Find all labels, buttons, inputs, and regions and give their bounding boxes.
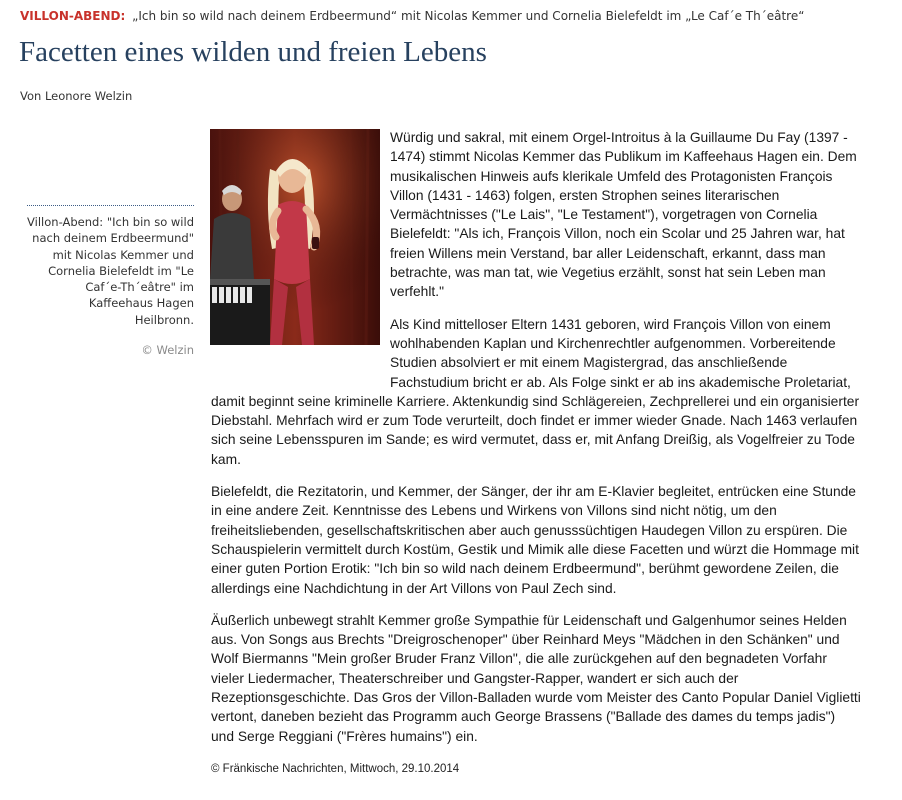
kicker-label: VILLON-ABEND: bbox=[20, 9, 126, 23]
photo-caption: Villon-Abend: "Ich bin so wild nach deinem Erdbeermund" mit Nicolas Kemmer und Cornelia Bielefeldt im "Le Caf´e-Th´eâtre" im Kaffeehaus Hagen Heilbronn. bbox=[27, 215, 194, 327]
article-paragraph: Bielefeldt, die Rezitatorin, und Kemmer, der Sänger, der ihr am E-Klavier begleitet, entrücken eine Stunde in eine andere Zeit. Kenntnisse des Lebens und Wirkens von Villons sind nicht nötig, um den freiheitsliebenden, gesellschaftskritischen aber auch genusssüchtigen Haudegen Villon zu erspüren. Die Schauspielerin vermittelt durch Kostüm, Gestik und Mimik alle diese Facetten und würzt die Hommage mit einer guten Portion Erotik: "Ich bin so wild nach deinem Erdbeermund", berühmt gewordene Zeilen, die allerdings eine Nachdichtung in der Art Villons von Paul Zech sind. bbox=[211, 484, 859, 596]
kicker-topic: „Ich bin so wild nach deinem Erdbeermund“ mit Nicolas Kemmer und Cornelia Bielefeldt im „Le Caf´e Th´eâtre“ bbox=[132, 9, 805, 23]
article-paragraph: Äußerlich unbewegt strahlt Kemmer große Sympathie für Leidenschaft und Galgenhumor seines Helden aus. Von Songs aus Brechts "Dreigroschenoper" über Reinhard Meys "Mädchen in den Schänken" und Wolf Biermanns "Mein großer Bruder Franz Villon", die alle zurückgehen auf den begnadeten Vorfahr vieler Liedermacher, Theaterschreiber und Gangster-Rapper, wandert er sich auch der Rezeptionsgeschichte. Das Gros der Villon-Balladen wurde vom Meister des Canto Popular Daniel Viglietti vertont, daneben bezieht das Programm auch George Brassens ("Ballade des dames du temps jadis") und Serge Reggiani ("Frères humains") ein. bbox=[211, 612, 861, 744]
source-credit: © Fränkische Nachrichten, Mittwoch, 29.10.2014 bbox=[211, 763, 460, 775]
article-paragraph: Als Kind mittelloser Eltern 1431 geboren, wird François Villon von einem wohlhabenden Kaplan und Kirchenrechtler aufgenommen. Vorbereitende Studien absolviert er mit einem Magistergrad, das anschließende Fachstudium bricht er ab. Als Folge sinkt er ab ins akademische Proletariat, damit beginnt seine kriminelle Karriere. Aktenkundig sind Schlägereien, Zechprellerei und ein organisierter Diebstahl. Mehrfach wird er zum Tode verurteilt, doch findet er immer wieder Gnade. Nach 1463 verlaufen sich seine Lebensspuren im Sande; es wird vermutet, dass er, mit Anfang Dreißig, als Vogelfreier zu Tode kam. bbox=[211, 316, 860, 467]
article-paragraph: Würdig und sakral, mit einem Orgel-Introitus à la Guillaume Du Fay (1397 - 1474) stimmt Nicolas Kemmer das Publikum im Kaffeehaus Hagen ein. Dem musikalischen Hinweis aufs klerikale Umfeld des Protagonisten François Villon (1431 - 1463) folgen, ersten Strophen seines literarischen Vermächtnisses ("Le Lais", "Le Testament"), vorgetragen von Cornelia Bielefeldt: "Als ich, François Villon, noch ein Scolar und 25 Jahren war, hat freien Willens mein Verstand, bar aller Leidenschaft, erkannt, dass man betrachte, was man tat, wie Vegetius erzählt, sonst hat sein Leben man verfehlt." bbox=[390, 130, 857, 300]
article-headline: Facetten eines wilden und freien Lebens bbox=[19, 36, 487, 68]
photo-credit: © Welzin bbox=[141, 343, 194, 358]
byline: Von Leonore Welzin bbox=[20, 89, 133, 103]
kicker-line bbox=[20, 9, 804, 23]
photo-float-spacer bbox=[211, 128, 390, 386]
photo-caption-box bbox=[27, 205, 194, 358]
article-body bbox=[211, 128, 861, 759]
